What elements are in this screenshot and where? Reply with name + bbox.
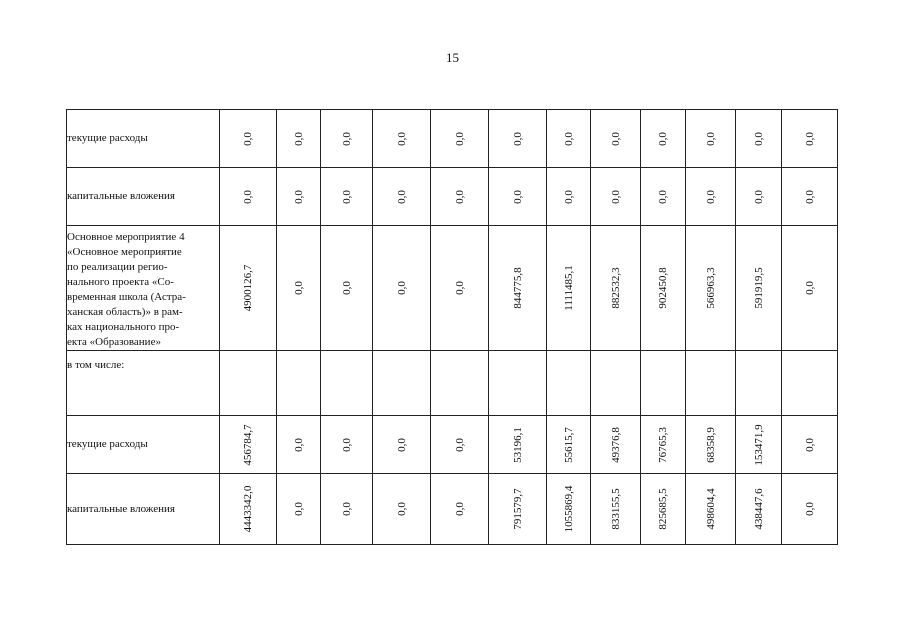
- value-cell: [220, 351, 277, 416]
- value-cell: [220, 474, 277, 545]
- cell-value: 0,0: [340, 131, 353, 146]
- value-cell: [736, 110, 782, 168]
- row-label-line: ханская область)» в рам-: [67, 306, 183, 318]
- row-label: [67, 226, 220, 351]
- cell-value: 0,0: [752, 189, 765, 204]
- cell-value: 0,0: [803, 131, 816, 146]
- cell-value: 0,0: [511, 189, 524, 204]
- cell-value: 0,0: [803, 189, 816, 204]
- value-cell: [277, 168, 321, 226]
- cell-value: 1111485,1: [562, 265, 575, 311]
- cell-value: 0,0: [657, 131, 669, 146]
- cell-value: 0,0: [395, 131, 408, 146]
- value-cell: [591, 226, 641, 351]
- cell-value: 0,0: [562, 131, 575, 146]
- row-label: капитальные вложения: [67, 168, 220, 226]
- table-row: [67, 226, 838, 351]
- value-cell: [547, 168, 591, 226]
- table-body: [67, 110, 838, 545]
- value-cell: [431, 351, 489, 416]
- row-label: текущие расходы: [67, 416, 220, 474]
- value-cell: [782, 168, 838, 226]
- row-label-line: Основное мероприятие 4: [67, 231, 185, 243]
- value-cell: [489, 351, 547, 416]
- cell-value: 0,0: [292, 189, 305, 204]
- value-cell: [782, 416, 838, 474]
- row-label-line: «Основное мероприятие: [67, 246, 182, 258]
- value-cell: [736, 474, 782, 545]
- value-cell: [431, 168, 489, 226]
- cell-value: 0,0: [803, 502, 816, 516]
- value-cell: [489, 416, 547, 474]
- cell-value: 1055869,4: [562, 485, 575, 533]
- value-cell: [591, 416, 641, 474]
- row-label: текущие расходы: [67, 110, 220, 168]
- value-cell: [641, 168, 686, 226]
- value-cell: [489, 474, 547, 545]
- value-cell: [591, 110, 641, 168]
- table-row: [67, 168, 838, 226]
- cell-value: 844775,8: [511, 267, 524, 309]
- value-cell: [321, 351, 373, 416]
- value-cell: [782, 351, 838, 416]
- cell-value: 0,0: [292, 281, 305, 295]
- value-cell: [321, 226, 373, 351]
- cell-value: 0,0: [340, 189, 353, 204]
- table-row: [67, 351, 838, 416]
- value-cell: [736, 226, 782, 351]
- cell-value: 825685,5: [657, 488, 669, 530]
- cell-value: 0,0: [395, 437, 408, 452]
- cell-value: 0,0: [609, 189, 622, 204]
- cell-value: 0,0: [395, 281, 408, 295]
- value-cell: [641, 351, 686, 416]
- value-cell: [547, 351, 591, 416]
- value-cell: [277, 351, 321, 416]
- cell-value: 0,0: [511, 131, 524, 146]
- cell-value: 0,0: [453, 502, 466, 516]
- cell-value: 68358,9: [704, 426, 717, 463]
- cell-value: 76765,3: [657, 426, 669, 463]
- cell-value: 591919,5: [752, 267, 765, 309]
- table-row: [67, 416, 838, 474]
- value-cell: [782, 226, 838, 351]
- cell-value: 0,0: [242, 131, 254, 146]
- value-cell: [277, 226, 321, 351]
- value-cell: [321, 168, 373, 226]
- row-label-line: по реализации регио-: [67, 261, 168, 273]
- row-label-line: ках национального про-: [67, 321, 180, 333]
- value-cell: [591, 351, 641, 416]
- cell-value: 566963,3: [704, 267, 717, 309]
- value-cell: [782, 110, 838, 168]
- budget-table: [66, 109, 838, 545]
- cell-value: 49376,8: [609, 426, 622, 463]
- value-cell: [736, 168, 782, 226]
- value-cell: [373, 416, 431, 474]
- cell-value: 0,0: [292, 131, 305, 146]
- value-cell: [591, 474, 641, 545]
- cell-value: 0,0: [340, 281, 353, 295]
- cell-value: 0,0: [395, 502, 408, 516]
- value-cell: [686, 110, 736, 168]
- cell-value: 833155,5: [609, 488, 622, 530]
- value-cell: [277, 110, 321, 168]
- cell-value: 0,0: [752, 131, 765, 146]
- cell-value: 0,0: [453, 281, 466, 295]
- cell-value: 0,0: [562, 189, 575, 204]
- value-cell: [277, 416, 321, 474]
- value-cell: [489, 110, 547, 168]
- value-cell: [431, 226, 489, 351]
- value-cell: [686, 226, 736, 351]
- cell-value: 456784,7: [242, 423, 254, 466]
- value-cell: [373, 168, 431, 226]
- cell-value: 4900126,7: [242, 264, 254, 312]
- table-row: [67, 474, 838, 545]
- value-cell: [220, 110, 277, 168]
- value-cell: [489, 226, 547, 351]
- value-cell: [431, 474, 489, 545]
- value-cell: [641, 416, 686, 474]
- cell-value: 902450,8: [657, 267, 669, 309]
- value-cell: [373, 110, 431, 168]
- value-cell: [736, 416, 782, 474]
- cell-value: 0,0: [395, 189, 408, 204]
- value-cell: [431, 416, 489, 474]
- cell-value: 0,0: [340, 437, 353, 452]
- value-cell: [220, 416, 277, 474]
- row-label-line: временная школа (Астра-: [67, 291, 186, 303]
- value-cell: [547, 226, 591, 351]
- value-cell: [591, 168, 641, 226]
- value-cell: [782, 474, 838, 545]
- value-cell: [547, 416, 591, 474]
- value-cell: [641, 110, 686, 168]
- value-cell: [373, 351, 431, 416]
- cell-value: 0,0: [803, 437, 816, 452]
- cell-value: 882532,3: [609, 267, 622, 309]
- value-cell: [489, 168, 547, 226]
- cell-value: 0,0: [453, 437, 466, 452]
- cell-value: 0,0: [657, 189, 669, 204]
- cell-value: 55615,7: [562, 426, 575, 463]
- value-cell: [547, 110, 591, 168]
- cell-value: 0,0: [292, 437, 305, 452]
- cell-value: 53196,1: [511, 426, 524, 463]
- value-cell: [686, 351, 736, 416]
- value-cell: [220, 168, 277, 226]
- cell-value: 0,0: [242, 189, 254, 204]
- value-cell: [431, 110, 489, 168]
- cell-value: 791579,7: [511, 488, 524, 530]
- value-cell: [547, 474, 591, 545]
- row-label: капитальные вложения: [67, 474, 220, 545]
- row-label-line: нального проекта «Со-: [67, 276, 174, 288]
- value-cell: [321, 416, 373, 474]
- value-cell: [641, 474, 686, 545]
- cell-value: 0,0: [453, 189, 466, 204]
- cell-value: 0,0: [453, 131, 466, 146]
- value-cell: [220, 226, 277, 351]
- row-label-line: екта «Образование»: [67, 336, 161, 348]
- cell-value: 0,0: [704, 131, 717, 146]
- cell-value: 0,0: [340, 502, 353, 516]
- cell-value: 498604,4: [704, 488, 717, 530]
- value-cell: [736, 351, 782, 416]
- row-label: в том числе:: [67, 351, 220, 416]
- cell-value: 4443342,0: [242, 485, 254, 533]
- cell-value: 0,0: [704, 189, 717, 204]
- value-cell: [373, 226, 431, 351]
- cell-value: 153471,9: [752, 423, 765, 466]
- value-cell: [686, 474, 736, 545]
- value-cell: [277, 474, 321, 545]
- value-cell: [686, 416, 736, 474]
- table-row: [67, 110, 838, 168]
- value-cell: [641, 226, 686, 351]
- cell-value: 0,0: [803, 281, 816, 295]
- cell-value: 438447,6: [752, 488, 765, 530]
- value-cell: [686, 168, 736, 226]
- page-number: 15: [446, 50, 459, 65]
- cell-value: 0,0: [609, 131, 622, 146]
- value-cell: [373, 474, 431, 545]
- value-cell: [321, 474, 373, 545]
- cell-value: 0,0: [292, 502, 305, 516]
- value-cell: [321, 110, 373, 168]
